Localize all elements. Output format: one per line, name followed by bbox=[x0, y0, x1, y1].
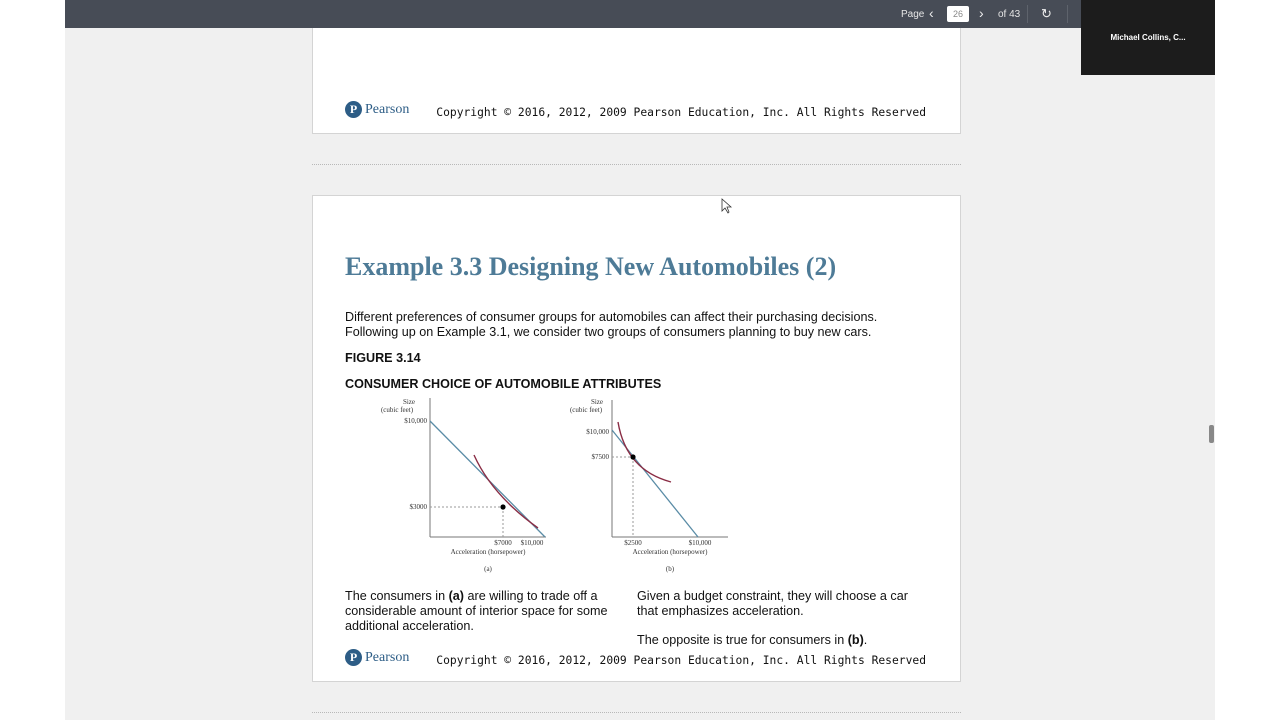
y-tick: $3000 bbox=[409, 503, 427, 511]
video-participant-tile: Michael Collins, C... bbox=[1081, 0, 1215, 75]
x-label: Acceleration (horsepower) bbox=[450, 548, 526, 556]
logo-text: Pearson bbox=[365, 101, 410, 117]
next-page-icon[interactable]: › bbox=[979, 5, 984, 21]
x-tick: $10,000 bbox=[688, 539, 712, 547]
chart-b bbox=[570, 398, 728, 573]
copyright: Copyright © 2016, 2012, 2009 Pearson Education, Inc. All Rights Reserved bbox=[436, 106, 926, 119]
indifference-curve bbox=[474, 455, 538, 528]
panel-label: (a) bbox=[484, 565, 492, 573]
intro-line-2: Following up on Example 3.1, we consider two groups of consumers planning to buy new cars. bbox=[345, 325, 872, 339]
y-tick: $10,000 bbox=[404, 417, 427, 425]
page-count: of 43 bbox=[998, 9, 1021, 20]
y-label: (cubic feet) bbox=[380, 406, 414, 414]
figure-number: FIGURE 3.14 bbox=[345, 351, 421, 365]
t: The consumers in bbox=[345, 589, 449, 603]
t: are willing to trade off a considerable amount of interior space for some additional acceleration. bbox=[345, 589, 608, 633]
t: The opposite is true for consumers in bbox=[637, 633, 848, 647]
x-tick: $10,000 bbox=[520, 539, 544, 547]
chart-a bbox=[381, 398, 546, 573]
y-label: (cubic feet) bbox=[569, 406, 603, 414]
t: (a) bbox=[448, 589, 464, 603]
copyright: Copyright © 2016, 2012, 2009 Pearson Education, Inc. All Rights Reserved bbox=[436, 654, 926, 667]
t: (b) bbox=[847, 633, 864, 647]
mouse-cursor-icon bbox=[722, 199, 731, 213]
panel-label: (b) bbox=[665, 565, 675, 573]
page-number-input[interactable]: 26 bbox=[947, 6, 969, 22]
pearson-logo: P Pearson bbox=[345, 101, 409, 118]
logo-text: Pearson bbox=[365, 649, 410, 665]
page-label: Page bbox=[901, 9, 925, 20]
y-label: Size bbox=[590, 398, 604, 406]
y-tick: $10,000 bbox=[586, 428, 609, 436]
figure-title: CONSUMER CHOICE OF AUTOMOBILE ATTRIBUTES bbox=[345, 377, 662, 391]
pearson-logo: P Pearson bbox=[345, 649, 409, 666]
x-label: Acceleration (horsepower) bbox=[632, 548, 708, 556]
intro-line-1: Different preferences of consumer groups for automobiles can affect their purchasing decisions. bbox=[345, 310, 878, 324]
y-label: Size bbox=[402, 398, 416, 406]
x-tick: $7000 bbox=[494, 539, 512, 547]
x-tick: $2500 bbox=[624, 539, 642, 547]
right-text-1: Given a budget constraint, they will choose a car that emphasizes acceleration. bbox=[637, 589, 908, 618]
rotate-icon[interactable]: ↻ bbox=[1041, 6, 1052, 21]
t: . bbox=[863, 633, 868, 647]
indifference-curve bbox=[618, 422, 671, 482]
page-title: Example 3.3 Designing New Automobiles (2) bbox=[345, 252, 837, 281]
optimum-point bbox=[500, 504, 505, 509]
optimum-point bbox=[630, 454, 635, 459]
y-tick: $7500 bbox=[591, 453, 609, 461]
prev-page-icon[interactable]: ‹ bbox=[929, 5, 934, 21]
scrollbar-thumb[interactable] bbox=[1209, 425, 1214, 443]
